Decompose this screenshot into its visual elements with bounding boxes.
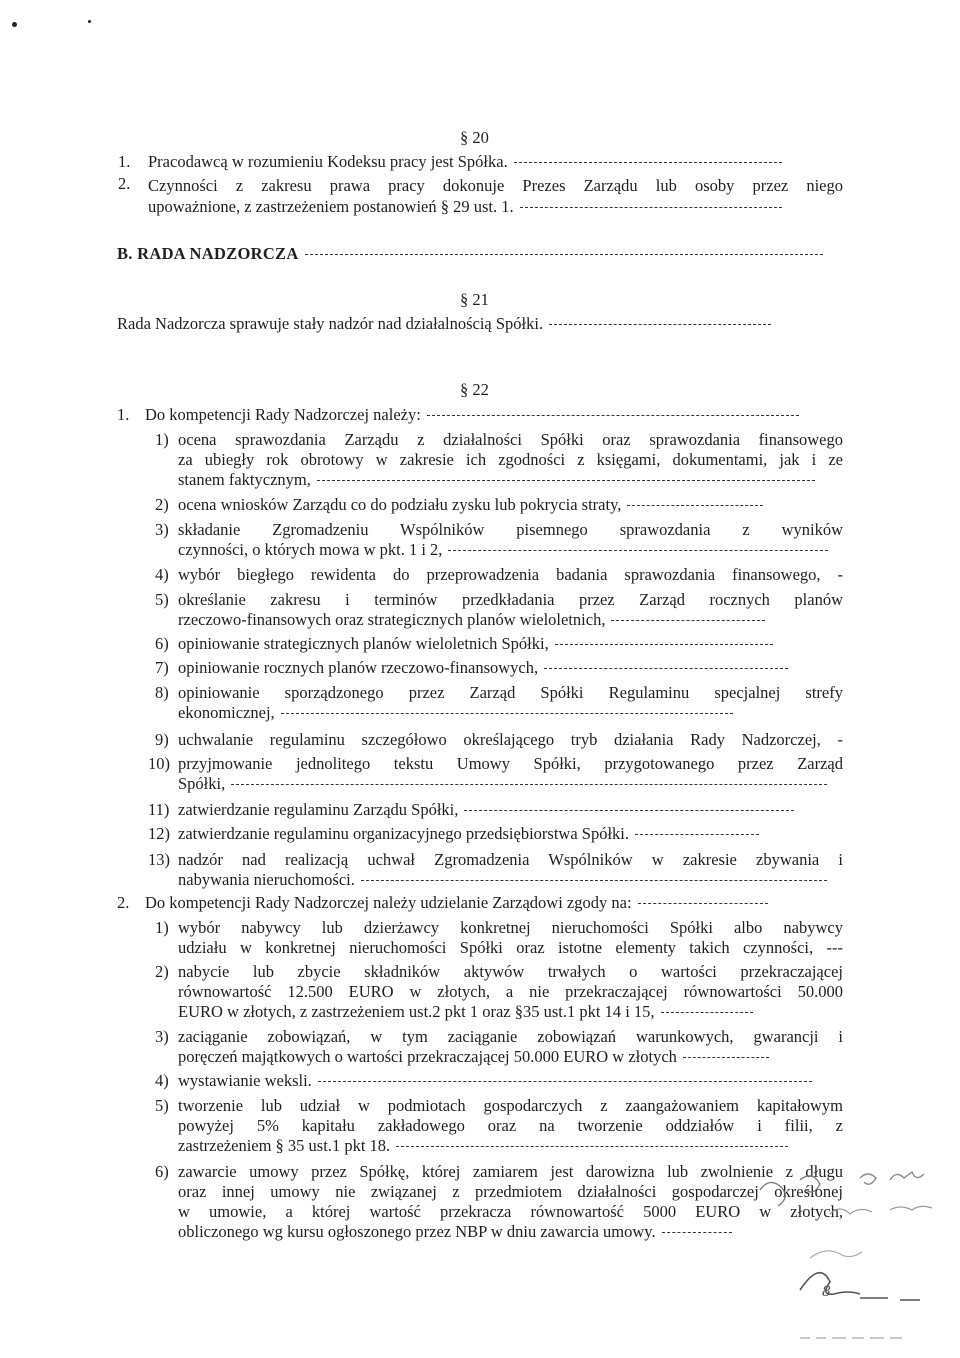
list-item-line: poręczeń majątkowych o wartości przekraczającej 50.000 EURO w złotych: [178, 1047, 769, 1066]
item-number: 4): [155, 565, 169, 584]
list-item-line: obliczonego wg kursu ogłoszonego przez NBP w dniu zawarcia umowy.: [178, 1222, 732, 1241]
item-number: 3): [155, 1027, 169, 1046]
list-item-line: stanem faktycznym,: [178, 470, 815, 489]
list-item-line: tworzenie lub udział w podmiotach gospodarczych z zaangażowaniem kapitałowym: [178, 1096, 843, 1115]
list-item-line: za ubiegły rok obrotowy w zakresie ich zgodności z księgami, dokumentami, jak i ze: [178, 450, 843, 469]
item-number: 8): [155, 683, 169, 702]
section-20-title: § 20: [460, 128, 489, 147]
list-item-line: opiniowanie sporządzonego przez Zarząd Spółki Regulaminu specjalnej strefy: [178, 683, 843, 702]
list-item-line: ocena wniosków Zarządu co do podziału zysku lub pokrycia straty,: [178, 495, 763, 514]
list-item-line: zatwierdzanie regulaminu organizacyjnego przedsiębiorstwa Spółki.: [178, 824, 759, 843]
paragraph-20-item-1: Pracodawcą w rozumieniu Kodeksu pracy jest Spółka.: [148, 152, 782, 171]
scan-speck: [12, 22, 17, 27]
list-item-line: ocena sprawozdania Zarządu z działalności Spółki oraz sprawozdania finansowego: [178, 430, 843, 449]
list-item-line: określanie zakresu i terminów przedkładania przez Zarząd rocznych planów: [178, 590, 843, 609]
item-number: 12): [148, 824, 170, 843]
item-number: 1.: [118, 152, 131, 171]
list-item-line: zaciąganie zobowiązań, w tym zaciąganie zobowiązań warunkowych, gwarancji i: [178, 1027, 843, 1046]
paragraph-20-item-2-line: Czynności z zakresu prawa pracy dokonuje Prezes Zarządu lub osoby przez niego: [148, 176, 843, 195]
list-item-line: ekonomicznej,: [178, 703, 733, 722]
item-number: 5): [155, 590, 169, 609]
list-item-line: wybór biegłego rewidenta do przeprowadzenia badania sprawozdania finansowego, -: [178, 565, 843, 584]
list-item-line: składanie Zgromadzeniu Wspólników pisemnego sprawozdania z wyników: [178, 520, 843, 539]
signature-stamp-icon: [740, 1150, 960, 1350]
list-item-line: zawarcie umowy przez Spółkę, której zamiarem jest darowizna lub zwolnienie z długu: [178, 1162, 843, 1181]
list-item-line: zastrzeżeniem § 35 ust.1 pkt 18.: [178, 1136, 788, 1155]
item-number: 7): [155, 658, 169, 677]
paragraph-22-intro: Do kompetencji Rady Nadzorczej należy:: [145, 405, 799, 424]
paragraph-20-item-2-line: upoważnione, z zastrzeżeniem postanowień § 29 ust. 1.: [148, 197, 782, 216]
list-item-line: EURO w złotych, z zastrzeżeniem ust.2 pkt 1 oraz §35 ust.1 pkt 14 i 15,: [178, 1002, 753, 1021]
item-number: 5): [155, 1096, 169, 1115]
item-number: 9): [155, 730, 169, 749]
item-number: 2): [155, 962, 169, 981]
item-number: 10): [148, 754, 170, 773]
section-21-title: § 21: [460, 290, 489, 309]
section-22-title: § 22: [460, 380, 489, 399]
item-number: 4): [155, 1071, 169, 1090]
list-item-line: opiniowanie rocznych planów rzeczowo-finansowych,: [178, 658, 788, 677]
list-item-line: nabycie lub zbycie składników aktywów trwałych o wartości przekraczającej: [178, 962, 843, 981]
list-item-line: powyżej 5% kapitału zakładowego oraz na tworzenie oddziałów i filii, z: [178, 1116, 843, 1135]
paragraph-22-point-2: Do kompetencji Rady Nadzorczej należy udzielanie Zarządowi zgody na:: [145, 893, 768, 912]
item-number: 1): [155, 918, 169, 937]
item-number: 2): [155, 495, 169, 514]
item-number: 3): [155, 520, 169, 539]
item-number: 1.: [117, 405, 130, 424]
list-item-line: uchwalanie regulaminu szczegółowo określającego tryb działania Rady Nadzorczej, -: [178, 730, 843, 749]
list-item-line: oraz innej umowy nie związanej z przedmiotem działalności gospodarczej określonej: [178, 1182, 843, 1201]
list-item-line: nadzór nad realizacją uchwał Zgromadzenia Wspólników w zakresie zbywania i: [178, 850, 843, 869]
list-item-line: wybór nabywcy lub dzierżawcy konkretnej nieruchomości Spółki albo nabywcy: [178, 918, 843, 937]
scan-speck: [88, 20, 91, 23]
list-item-line: zatwierdzanie regulaminu Zarządu Spółki,: [178, 800, 794, 819]
list-item-line: rzeczowo-finansowych oraz strategicznych planów wieloletnich,: [178, 610, 765, 629]
list-item-line: nabywania nieruchomości.: [178, 870, 827, 889]
item-number: 2.: [118, 174, 131, 193]
item-number: 1): [155, 430, 169, 449]
list-item-line: opiniowanie strategicznych planów wieloletnich Spółki,: [178, 634, 773, 653]
item-number: 2.: [117, 893, 130, 912]
item-number: 6): [155, 634, 169, 653]
list-item-line: przyjmowanie jednolitego tekstu Umowy Spółki, przygotowanego przez Zarząd: [178, 754, 843, 773]
list-item-line: Spółki,: [178, 774, 827, 793]
list-item-line: w umowie, a której wartość przekracza równowartość 5000 EURO w złotych,: [178, 1202, 843, 1221]
list-item-line: czynności, o których mowa w pkt. 1 i 2,: [178, 540, 828, 559]
item-number: 6): [155, 1162, 169, 1181]
list-item-line: udziału w konkretnej nieruchomości Spółki oraz istotne elementy takich czynności, ---: [178, 938, 843, 957]
chapter-heading: B. RADA NADZORCZA: [117, 244, 823, 263]
list-item-line: równowartość 12.500 EURO w złotych, a nie przekraczającej równowartości 50.000: [178, 982, 843, 1001]
item-number: 13): [148, 850, 170, 869]
list-item-line: wystawianie weksli.: [178, 1071, 812, 1090]
item-number: 11): [148, 800, 170, 819]
page-number: 8: [822, 1284, 831, 1300]
paragraph-21: Rada Nadzorcza sprawuje stały nadzór nad działalnością Spółki.: [117, 314, 771, 333]
